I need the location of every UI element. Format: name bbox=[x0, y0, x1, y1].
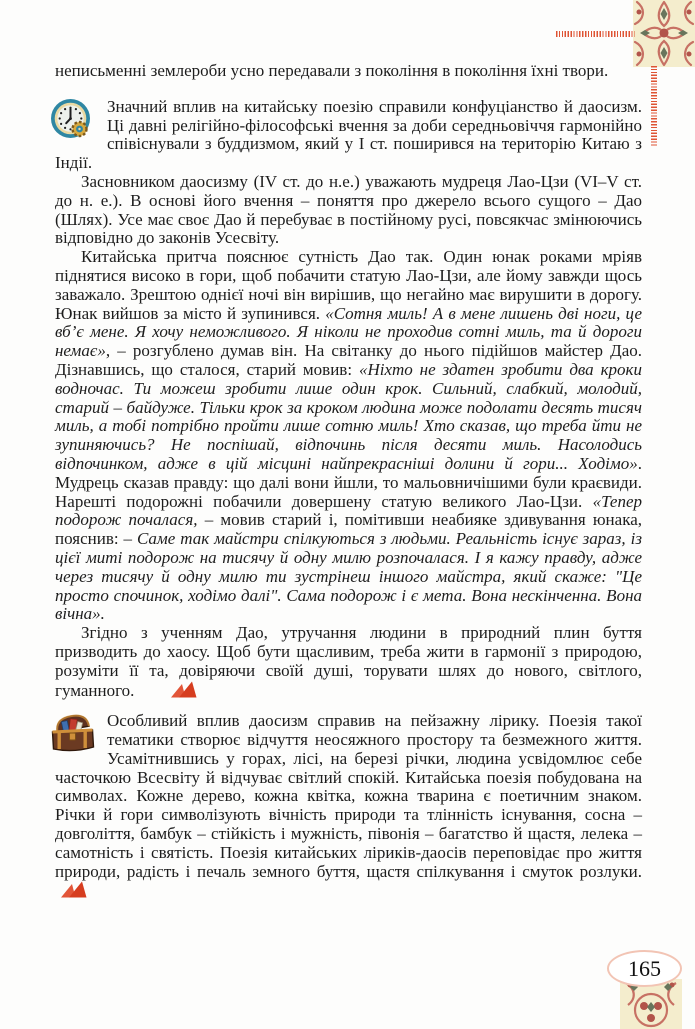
page-number: 165 bbox=[628, 955, 661, 981]
red-arrow-marker bbox=[144, 681, 200, 701]
paragraph-landscape-lyric bbox=[55, 712, 642, 901]
paragraph-text: Особливий вплив даосизм справив на пейзажну лірику. Поезія такої тематики створює відчуття неосяжного простору та безмежного життя. Усамітнившись у горах, лісі, на березі річки, людина усвідомлює себе часточкою Всесвіту й відчуває світлий спокій. Китайська поезія побудована на символах. Кожне дерево, кожна квітка, кожна тварина є поетичним знаком. Річки й гори символізують вічність природи та тлінність існування, сосна – довголіття, бамбук – стійкість і мужність, півонія – багатство й щастя, лелека – самотність і святість. Поезія китайських ліриків-даосів переповідає про життя природи, радість і печаль земного буття, щастя спілкування і смуток розлуки. bbox=[55, 711, 642, 881]
parable-quote: Саме так майстри спілкуються з людьми. Реальність існує зараз, із цієї миті подорож на тисячу й одну милю розпочалася. І я кажу правду, адже через тисячу й одну милю ти зустрінеш іншого майстра, який скаже: "Це просто спочинок, ходімо далі". Сама подорож і є мета. Вона нескінченна. Вона вічна». bbox=[55, 529, 642, 624]
paragraph-dao-teaching bbox=[55, 624, 642, 700]
paragraph-parable bbox=[55, 248, 642, 624]
parable-quote: «Тепер подорож почалася, – bbox=[55, 491, 642, 530]
parable-text: Китайська притча пояснює сутність Дао так. Один юнак роками мріяв піднятися високо в гори, щоб побачити статую Лао-Цзи, але йому завжди щось заважало. Зрештою однієї ночі він вирішив, що негайно має вирушити в дорогу. Юнак вийшов за місто й зупинився. bbox=[55, 247, 642, 323]
parable-text: , – розгублено думав він. На світанку до нього підійшов майстер Дао. Дізнавшись, що сталося, старий мовив: bbox=[55, 341, 642, 379]
parable-text: . Мудрець сказав правду: що далі вони йшли, то мальовничішими були краєвиди. Нарешті подорожні побачили довершену статую великого Лао-Цзи. bbox=[55, 453, 642, 511]
paragraph-text: Згідно з ученням Дао, утручання людини в природний плин буття призводить до хаосу. Щоб бути щасливим, треба жити в гармонії з природою, розуміти її та, довіряючи своїй душі, торувати шлях до нового, світлого, гуманного. bbox=[55, 623, 642, 700]
paragraph-text: Значний вплив на китайську поезію справили конфуціанство й даосизм. Ці давні релігійно-філософські вчення за доби середньовіччя гармонійно співіснували з буддизмом, який у І ст. поширився на територію Китаю з Індії. bbox=[55, 96, 642, 173]
red-arrow-marker bbox=[60, 881, 90, 901]
dashed-line-vertical bbox=[651, 66, 657, 146]
clock-icon bbox=[55, 98, 107, 136]
parable-text: мовив старий і, помітивши неабияке здивування юнака, пояснив: – bbox=[55, 510, 642, 549]
paragraph-founder: Засновником даосизму (IV ст. до н.е.) уважають мудреця Лао-Цзи (VI–V ст. до н. е.). В основі його вчення – поняття про джерело всього сущого – Дао (Шлях). Усе має своє Дао й перебуває в постійному русі, повсякчас змінюючись відповідно до законів Усесвіту. bbox=[55, 171, 642, 248]
page-number-badge bbox=[607, 950, 682, 987]
paragraph-continuation: неписьменні землероби усно передавали з покоління в покоління їхні твори. bbox=[55, 61, 609, 80]
parable-quote: «Ніхто не здатен зробити два кроки водночас. Ти можеш зробити лише один крок. Сильний, слабкий, молодий, старий – байдуже. Тільки крок за кроком людина може подолати десять тисяч миль, а тобі потрібно пройти лише сотню миль! Хто сказав, що треба йти не зупиняючись? Не поспішай, відпочинь після десяти миль. Насолодись відпочинком, адже в цій місцині найпрекрасніші долини й гори... Ходімо» bbox=[55, 359, 642, 473]
text-column bbox=[55, 62, 642, 901]
corner-ornament-top-icon bbox=[633, 0, 695, 67]
parable-quote: «Сотня миль! А в мене лишень дві ноги, це вб’є мене. Я хочу неможливого. Я ніколи не проходив сотні миль, та й дороги немає» bbox=[55, 303, 642, 361]
dashed-line-horizontal bbox=[556, 31, 635, 37]
treasure-chest-icon bbox=[55, 712, 107, 750]
paragraph-dao-intro bbox=[55, 98, 642, 173]
